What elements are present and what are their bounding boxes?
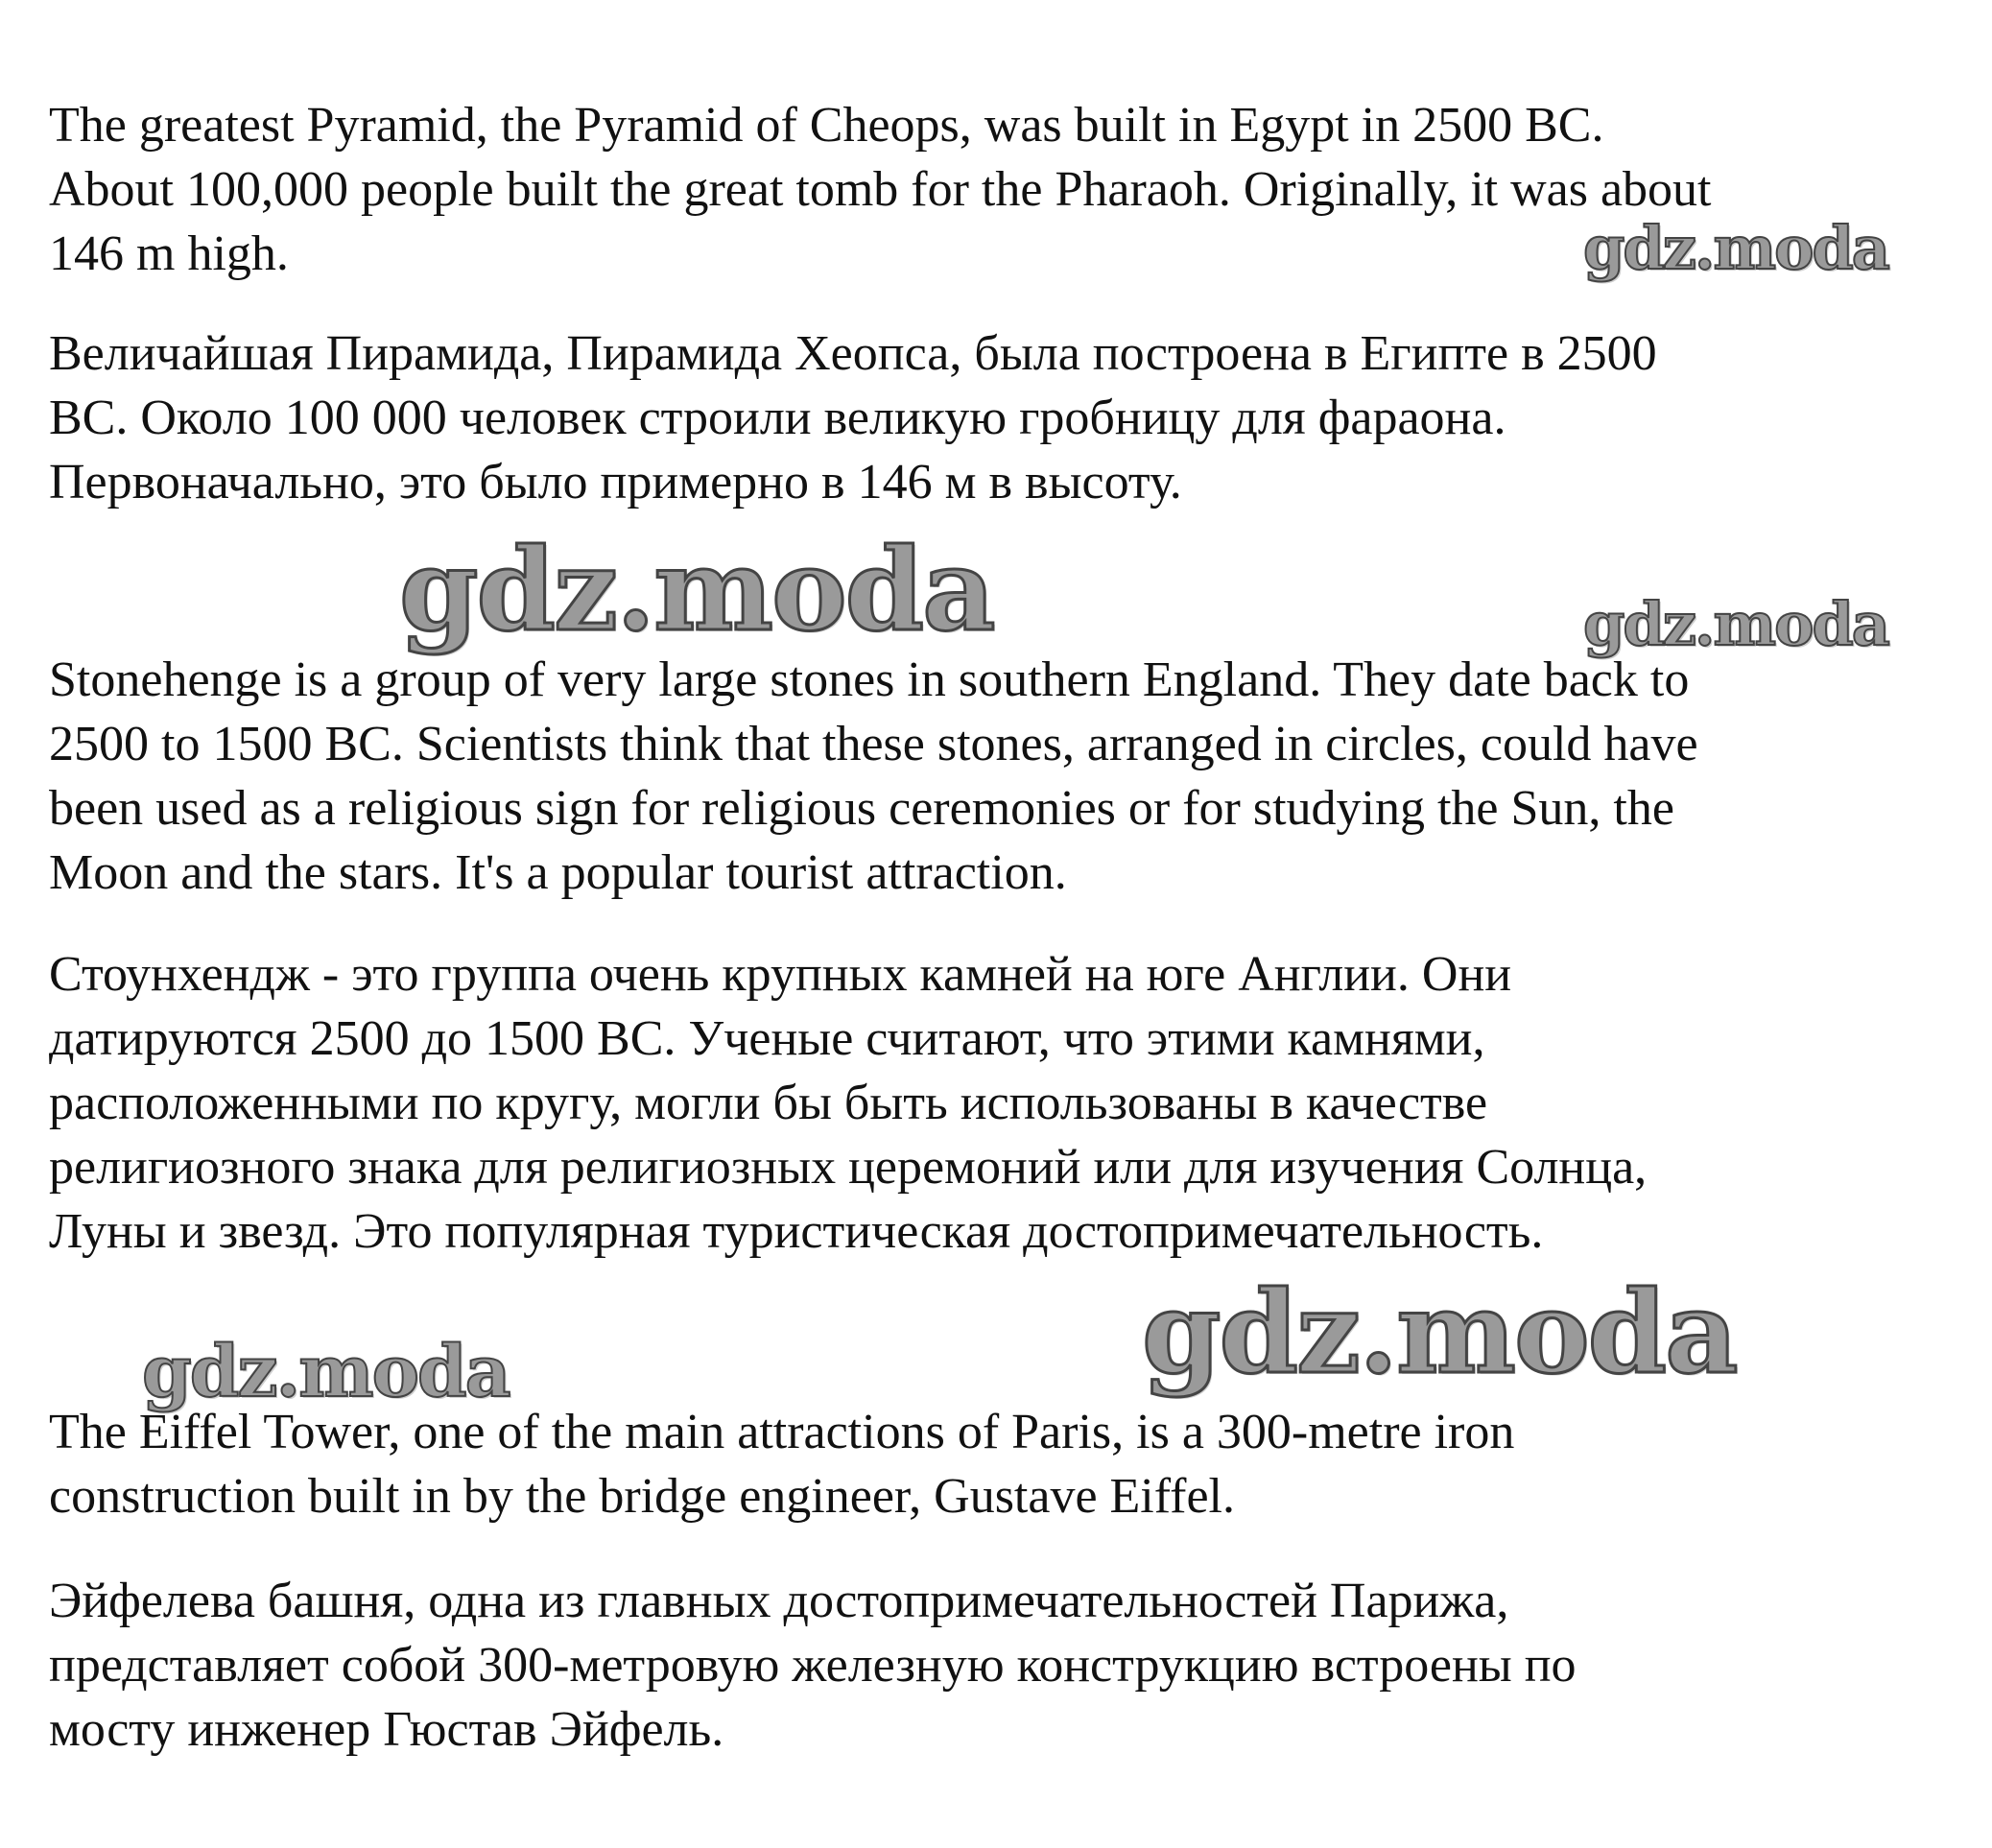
text-line: Первоначально, это было примерно в 146 м в высоту. (49, 455, 1182, 509)
text-line: 146 m high. (49, 226, 289, 281)
text-line: Величайшая Пирамида, Пирамида Хеопса, была построена в Египте в 2500 (49, 326, 1657, 381)
watermark-logo: gdz.moda (142, 1331, 510, 1413)
text-line: BC. Около 100 000 человек строили великую гробницу для фараона. (49, 391, 1506, 445)
text-line: 2500 to 1500 BC. Scientists think that these stones, arranged in circles, could have (49, 717, 1698, 771)
paragraph-stonehenge-en (49, 648, 1698, 905)
text-line: Эйфелева башня, одна из главных достопримечательностей Парижа, (49, 1574, 1509, 1628)
text-line: представляет собой 300-метровую железную конструкцию встроены по (49, 1638, 1577, 1693)
text-line: Moon and the stars. It's a popular tourist attraction. (49, 845, 1067, 900)
text-line: мосту инженер Гюстав Эйфель. (49, 1702, 724, 1757)
paragraph-pyramid-ru (49, 321, 1657, 514)
text-line: About 100,000 people built the great tomb for the Pharaoh. Originally, it was about (49, 162, 1712, 217)
watermark-logo: gdz.moda (1142, 1266, 1737, 1399)
text-line: Луны и звезд. Это популярная туристическая достопримечательность. (49, 1204, 1544, 1259)
text-line: The Eiffel Tower, one of the main attractions of Paris, is a 300-metre iron (49, 1405, 1515, 1459)
text-line: расположенными по кругу, могли бы быть использованы в качестве (49, 1076, 1488, 1130)
paragraph-eiffel-en (49, 1400, 1514, 1528)
text-line: construction built in by the bridge engineer, Gustave Eiffel. (49, 1469, 1235, 1524)
text-line: been used as a religious sign for religious ceremonies or for studying the Sun, the (49, 781, 1674, 836)
watermark-logo: gdz.moda (1583, 213, 1888, 283)
text-line: датируются 2500 до 1500 BC. Ученые считают, что этими камнями, (49, 1011, 1485, 1066)
text-line: The greatest Pyramid, the Pyramid of Cheops, was built in Egypt in 2500 BC. (49, 98, 1604, 153)
watermark-logo: gdz.moda (399, 523, 994, 656)
paragraph-eiffel-ru (49, 1569, 1577, 1762)
paragraph-pyramid-en (49, 93, 1712, 286)
text-line: религиозного знака для религиозных церемоний или для изучения Солнца, (49, 1140, 1648, 1195)
text-line: Стоунхендж - это группа очень крупных камней на юге Англии. Они (49, 947, 1512, 1002)
paragraph-stonehenge-ru (49, 942, 1647, 1264)
text-line: Stonehenge is a group of very large stones in southern England. They date back to (49, 652, 1690, 707)
watermark-logo: gdz.moda (1583, 589, 1888, 659)
